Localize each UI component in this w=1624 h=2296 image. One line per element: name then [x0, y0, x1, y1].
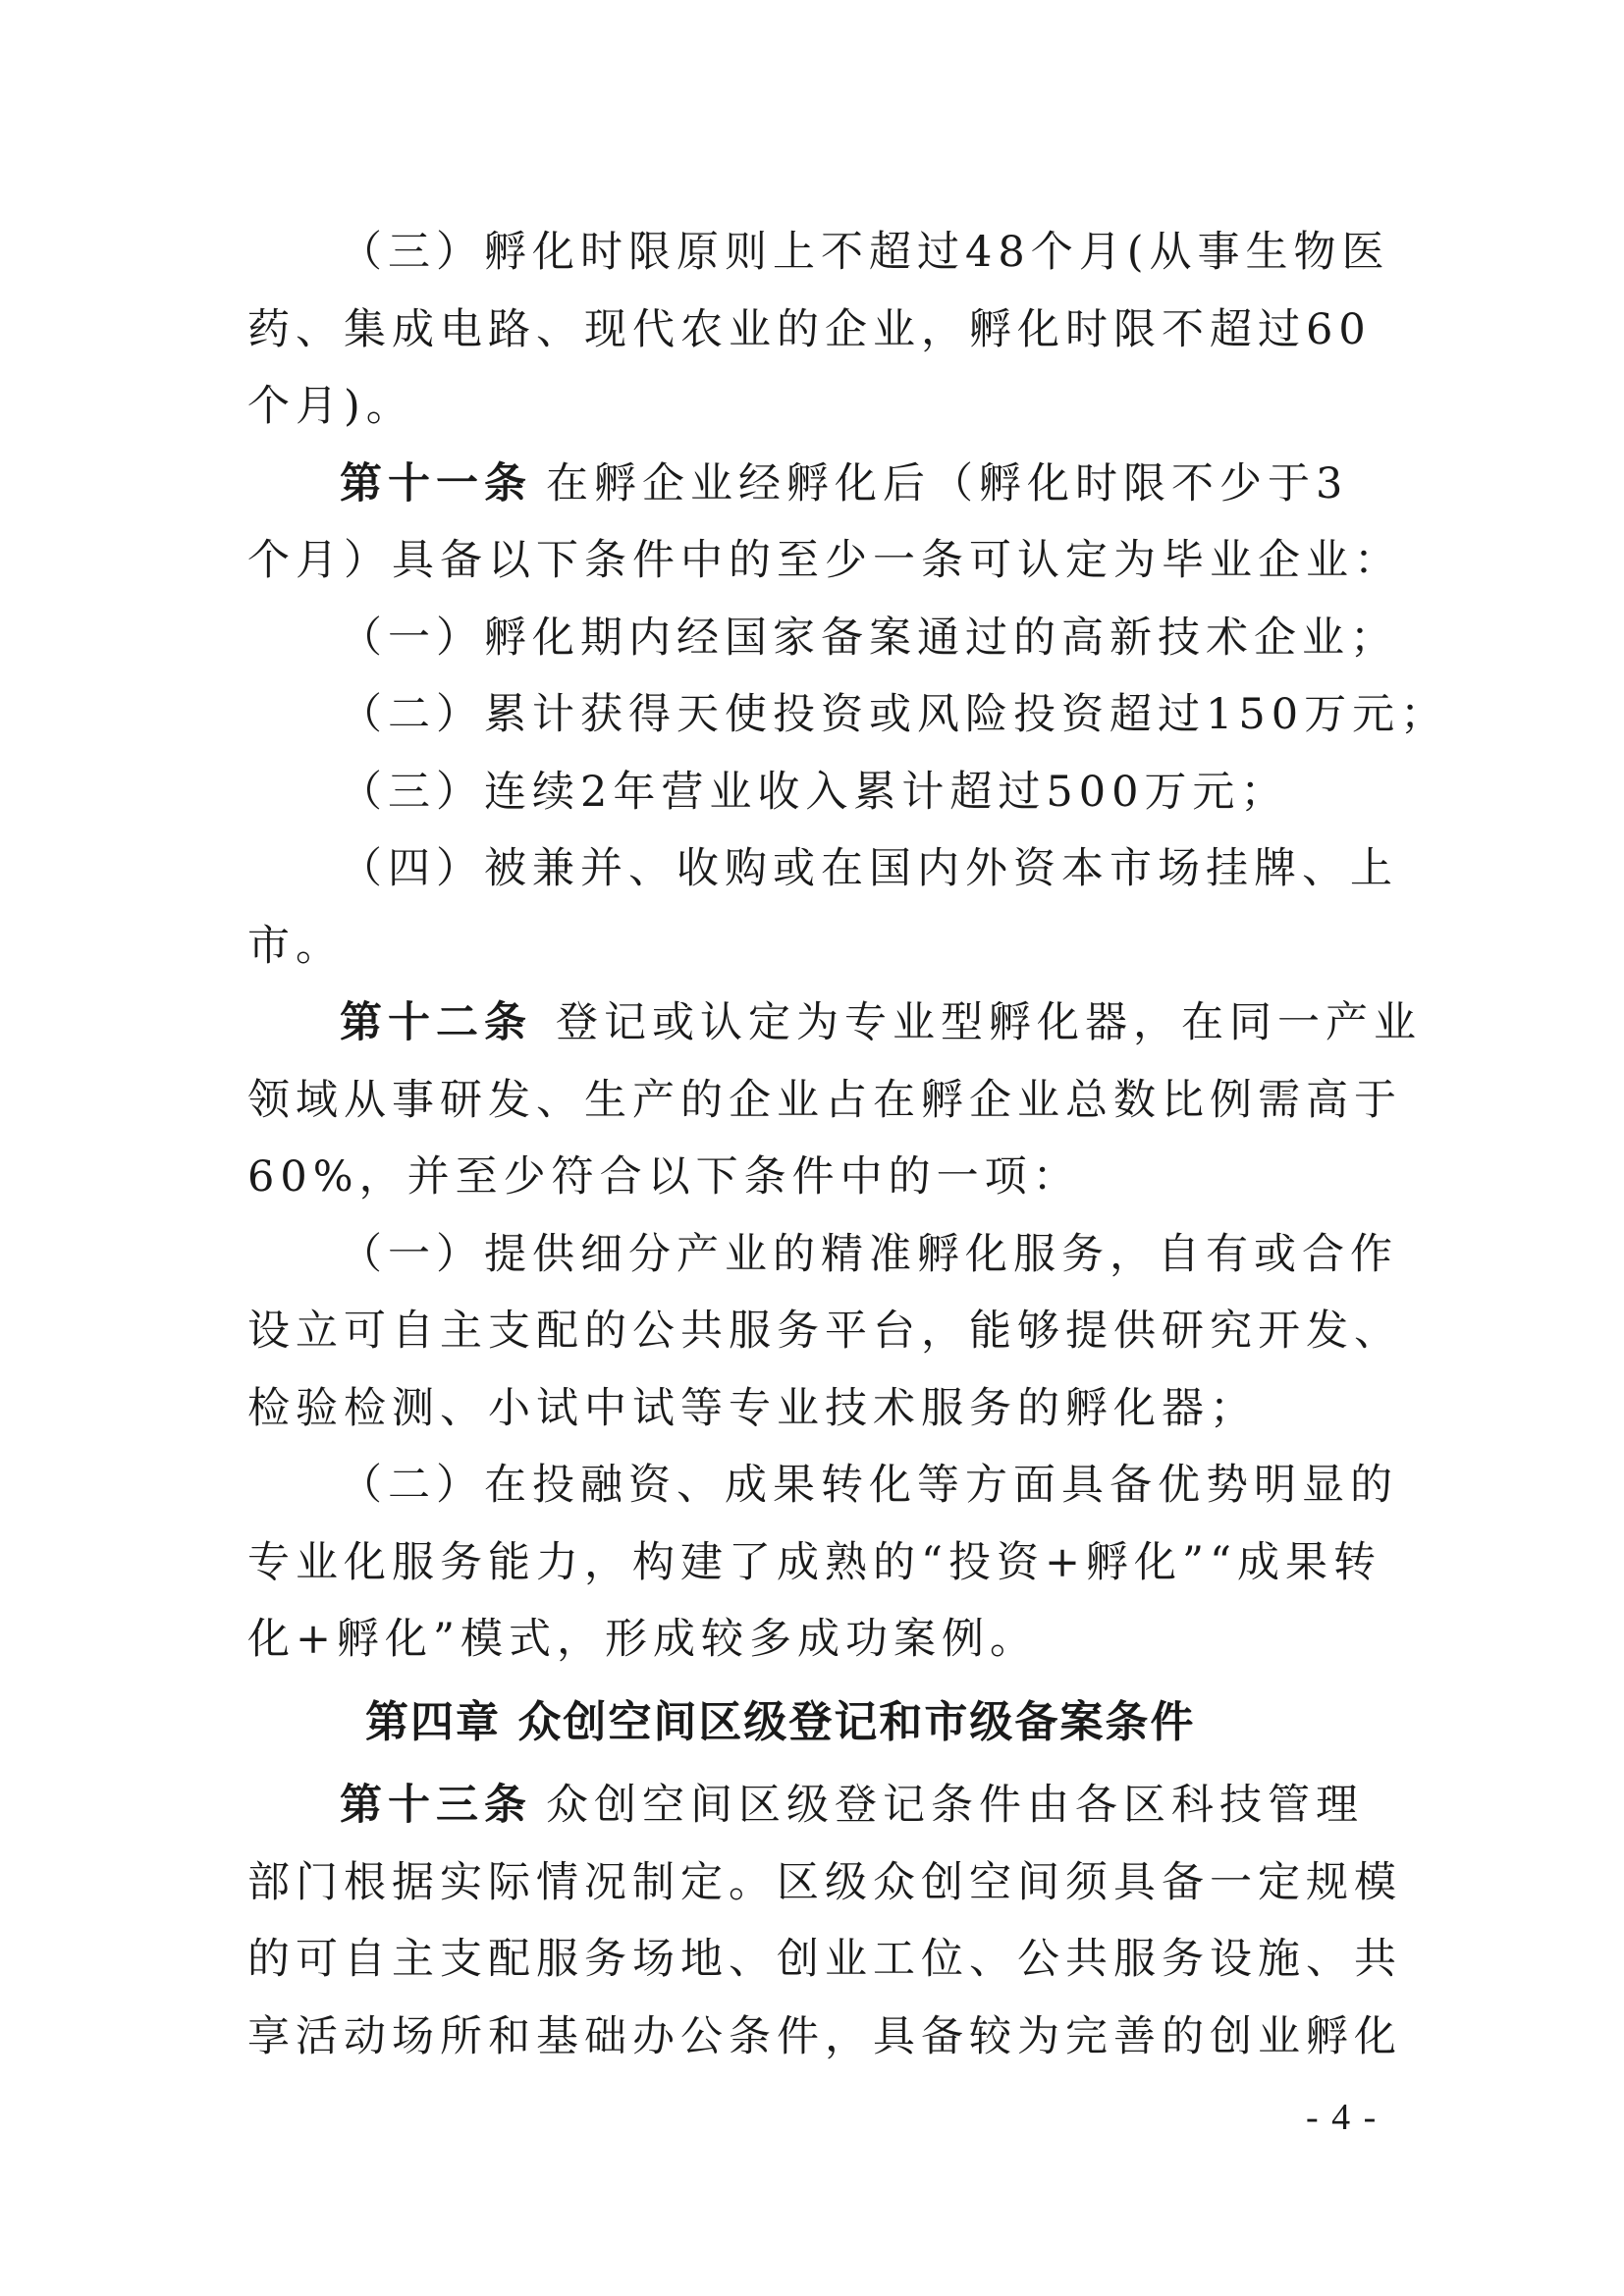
article-line	[247, 446, 1386, 523]
article-label: 第十三条	[340, 1781, 532, 1830]
text-line: （三）孵化时限原则上不超过48个月(从事生物医	[340, 228, 1390, 277]
text-line: （二）累计获得天使投资或风险投资超过150万元；	[340, 690, 1449, 739]
text-line: 个月）具备以下条件中的至少一条可认定为毕业企业：	[247, 536, 1402, 585]
page-number: - 4 -	[1306, 2097, 1379, 2138]
article-label: 第十二条	[340, 998, 532, 1047]
text-line: 化+孵化”模式，形成较多成功案例。	[247, 1615, 1039, 1664]
text-line: 药、集成电路、现代农业的企业，孵化时限不超过60	[247, 304, 1372, 354]
text-line: 专业化服务能力，构建了成熟的“投资+孵化”“成果转	[247, 1537, 1381, 1587]
text-line: 设立可自主支配的公共服务平台，能够提供研究开发、	[247, 1307, 1402, 1356]
article-line	[247, 985, 1422, 1062]
text-line: （四）被兼并、收购或在国内外资本市场挂牌、上	[340, 844, 1398, 893]
article-text: 登记或认定为专业型孵化器，在同一产业	[556, 998, 1422, 1047]
text-line: 市。	[247, 921, 344, 971]
chapter-heading: 第四章 众创空间区级登记和市级备案条件	[365, 1696, 1196, 1747]
document-body	[247, 214, 1449, 2075]
article-text: 众创空间区级登记条件由各区科技管理	[546, 1781, 1364, 1830]
text-line: 领域从事研发、生产的企业占在孵企业总数比例需高于	[247, 1075, 1402, 1125]
text-line: （二）在投融资、成果转化等方面具备优势明显的	[340, 1461, 1398, 1510]
text-line: 60%，并至少符合以下条件中的一项：	[247, 1152, 1081, 1201]
text-line: 享活动场所和基础办公条件，具备较为完善的创业孵化	[247, 2011, 1402, 2061]
text-line: （一）孵化期内经国家备案通过的高新技术企业；	[340, 613, 1398, 663]
text-line: （三）连续2年营业收入累计超过500万元；	[340, 767, 1289, 817]
text-line: 的可自主支配服务场地、创业工位、公共服务设施、共	[247, 1935, 1402, 1984]
text-line: 部门根据实际情况制定。区级众创空间须具备一定规模	[247, 1857, 1402, 1907]
text-line: 个月)。	[247, 382, 414, 431]
article-text: 在孵企业经孵化后（孵化时限不少于3	[546, 458, 1349, 508]
text-line: （一）提供细分产业的精准孵化服务，自有或合作	[340, 1229, 1398, 1279]
article-label: 第十一条	[340, 458, 532, 508]
text-line: 检验检测、小试中试等专业技术服务的孵化器；	[247, 1383, 1258, 1433]
article-line	[247, 1767, 1386, 1844]
